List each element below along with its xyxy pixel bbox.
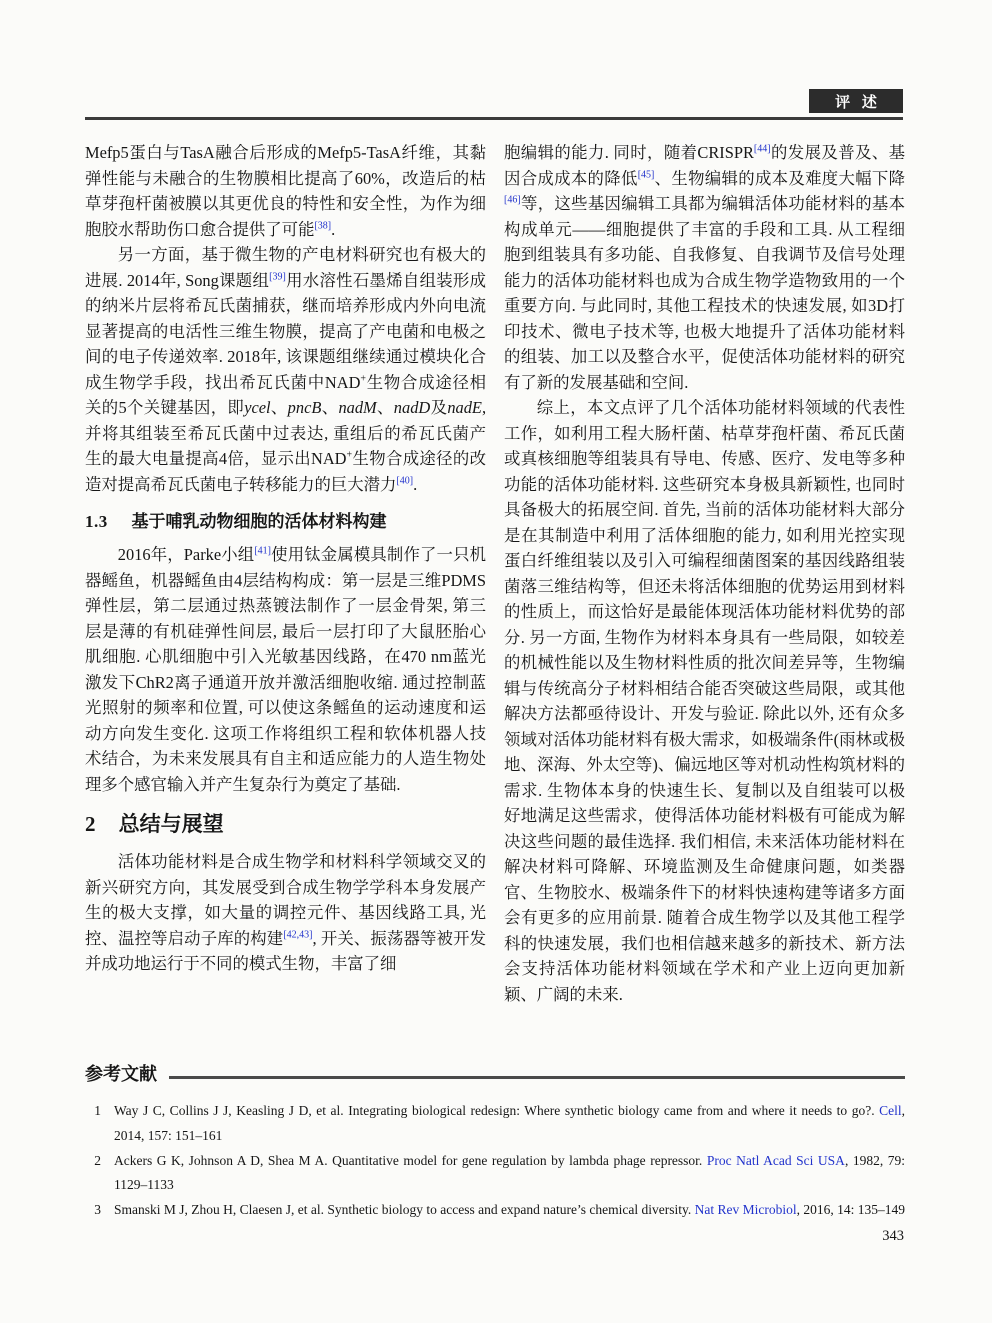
citation-ref-link[interactable]: [41]: [254, 545, 272, 557]
citation-ref-link[interactable]: [42,43]: [283, 929, 313, 941]
text-run: 综上，本文点评了几个活体功能材料领域的代表性工作，如利用工程大肠杆菌、枯草芽孢杆菌、希瓦氏菌或真核细胞等组装具有导电、传感、医疗、发电等多种功能的活体功能材料. 这些研究本身极具新颖性, 也同时具备极大的拓展空间. 首先, 当前的活体功能材料大部分是在其制造中利用了活体细胞的能力, 如利用光控实现蛋白纤维组装以及引入可编程细菌图案的基因线路组装菌落三维结构等，但还未将活体细胞的优势运用到材料的性质上，而这恰好是最能体现活体功能材料优势的部分. 另一方面, 生物作为材料本身具有一些局限，如较差的机械性能以及生物材料性质的批次间差异等，生物编辑与传统高分子材料相结合能否突破这些局限，或其他解决方法都亟待设计、开发与验证. 除此以外, 还有众多领域对活体功能材料有极大需求，如极端条件(雨林或极地、深海、外太空等)、偏远地区等对机动性构筑材料的需求. 生物体本身的快速生长、复制以及自组装可以极好地满足这些需求，使得活体功能材料极有可能成为解决这些问题的最佳选择. 我们相信, 未来活体功能材料在解决材料可降解、环境监测及生命健康问题，如类器官、生物胶水、极端条件下的材料快速构建等诸多方面会有更多的应用前景. 随着合成生物学以及其他工程学科的快速发展，我们也相信越来越多的新技术、新方法会支持活体功能材料领域在学术和产业上迈向更加新颖、广阔的未来.: [504, 398, 905, 1004]
reference-item: [85, 1149, 905, 1199]
paragraph: [85, 242, 486, 497]
article-body: [85, 140, 905, 1007]
text-run: 、: [270, 398, 288, 417]
reference-number: 1: [94, 1103, 101, 1118]
gene-name: ycel: [244, 398, 271, 417]
reference-number: 3: [94, 1202, 101, 1218]
text-run: 使用钛金属模具制作了一只机器鳐鱼，机器鳐鱼由4层结构构成：第一层是三维PDMS弹性层，第二层通过热蒸镀法制作了一层金骨架, 第三层是薄的有机硅弹性间层, 最后一层打印了大鼠胚胎心肌细胞. 心肌细胞中引入光敏基因线路，在470 nm蓝光激发下ChR2离子通道开放并激活细胞收缩. 通过控制蓝光照射的频率和位置, 可以使这条鳐鱼的运动速度和运动方向发生变化. 这项工作将组织工程和软体机器人技术结合，为未来发展具有自主和适应能力的人造生物处理多个感官输入并产生复杂行为奠定了基础.: [85, 545, 486, 794]
text-run: 2016年，Parke小组: [117, 545, 255, 564]
heading-number: 2: [85, 812, 96, 836]
gene-name: pncB: [287, 398, 322, 417]
text-run: Ackers G K, Johnson A D, Shea M A. Quantitative model for gene regulation by lambda phage repressor.: [114, 1152, 707, 1168]
text-run: 另一方面，基于微生物的产电材料研究也有极大的进展. 2014年, Song课题组: [85, 245, 486, 290]
reference-text: [114, 1198, 905, 1223]
text-run: , 1982, 79: 1129–1133: [114, 1152, 905, 1193]
section-heading: [85, 809, 486, 839]
text-run: Smanski M J, Zhou H, Claesen J, et al. Synthetic biology to access and expand nature’s chemical diversity.: [114, 1202, 695, 1218]
paragraph: [85, 849, 486, 977]
subsection-heading: [85, 510, 486, 534]
text-run: Way J C, Collins J J, Keasling J D, et al. Integrating biological redesign: Where synthetic biology came from and where it needs to go?.: [114, 1103, 880, 1118]
citation-ref-link[interactable]: [40]: [396, 475, 414, 487]
heading-title: 总结与展望: [118, 812, 224, 836]
heading-title: 基于哺乳动物细胞的活体材料构建: [131, 512, 387, 531]
reference-text: [114, 1149, 905, 1199]
text-run: 等，这些基因编辑工具都为编辑活体功能材料的基本构成单元——细胞提供了丰富的手段和工具. 从工程细胞到组装具有多功能、自我修复、自我调节及信号处理能力的活体功能材料也成为合成生物学造物致用的一个重要方向. 与此同时, 其他工程技术的快速发展, 如3D打印技术、微电子技术等, 也极大地提升了活体功能材料的组装、加工以及整合水平，促使活体功能材料的研究有了新的发展基础和空间.: [504, 194, 905, 392]
text-run: 、生物编辑的成本及难度大幅下降: [654, 168, 906, 188]
references-header: [85, 1060, 905, 1086]
text-run: .: [331, 219, 336, 239]
right-column: [504, 140, 905, 1007]
superscript: +: [360, 373, 367, 385]
paragraph: [504, 140, 905, 395]
reference-item: [85, 1198, 905, 1223]
text-run: , 2016, 14: 135–149: [796, 1202, 906, 1218]
paragraph: [85, 140, 486, 242]
text-run: 活体功能材料是合成生物学和材料科学领域交叉的新兴研究方向，其发展受到合成生物学学科本身发展产生的极大支撑，如大量的调控元件、基因线路工具, 光控、温控等启动子库的构建: [85, 852, 486, 948]
text-run: 、: [321, 398, 339, 417]
gene-name: nadE: [447, 398, 482, 417]
review-category-badge: 评 述: [809, 89, 903, 113]
gene-name: nadD: [393, 398, 431, 417]
text-run: .: [413, 474, 418, 494]
text-run: 生物合成途径的改造对提高希瓦氏菌电子转移能力的巨大潜力: [85, 449, 487, 494]
citation-ref-link[interactable]: [38]: [314, 220, 332, 232]
reference-item: [85, 1099, 905, 1149]
header-rule: [85, 117, 903, 120]
journal-link[interactable]: Nat Rev Microbiol: [694, 1202, 797, 1218]
references-heading: 参考文献: [85, 1064, 157, 1084]
heading-number: 1.3: [85, 512, 108, 531]
text-run: , 开关、振荡器等被开发并成功地运行于不同的模式生物，丰富了细: [85, 928, 486, 973]
text-run: 、: [376, 398, 394, 417]
reference-list: [85, 1099, 905, 1223]
superscript: +: [346, 449, 353, 461]
text-run: 生物合成途径相关的5个关键基因，即: [85, 372, 486, 417]
text-run: , 并将其组装至希瓦氏菌中过表达, 重组后的希瓦氏菌产生的最大电量提高4倍，显示出NAD: [85, 398, 487, 468]
text-run: 用水溶性石墨烯自组装形成的纳米片层将希瓦氏菌捕获，继而培养形成内外向电流显著提高的电活性三维生物膜，提高了产电菌和电极之间的电子传递效率. 2018年, 该课题组继续通过模块化合成生物学手段，找出希瓦氏菌中NAD: [85, 270, 487, 392]
references-rule: [169, 1076, 905, 1079]
paragraph: [504, 395, 905, 1007]
paragraph: [85, 542, 486, 797]
page-number: 343: [882, 1228, 904, 1244]
text-run: , 2014, 157: 151–161: [114, 1103, 905, 1143]
journal-link[interactable]: Cell: [879, 1103, 902, 1118]
citation-ref-link[interactable]: [45]: [637, 169, 655, 181]
journal-link[interactable]: Proc Natl Acad Sci USA: [706, 1152, 845, 1168]
references-section: [85, 1060, 905, 1223]
citation-ref-link[interactable]: [46]: [504, 194, 521, 206]
left-column: [85, 140, 486, 1007]
text-run: 及: [430, 398, 448, 417]
reference-number: 2: [94, 1152, 101, 1168]
reference-text: [114, 1099, 905, 1149]
text-run: Mefp5蛋白与TasA融合后形成的Mefp5-TasA纤维，其黏弹性能与未融合的生物膜相比提高了60%，改造后的枯草芽孢杆菌被膜以其更优良的特性和安全性，为作为细胞胶水帮助伤口愈合提供了可能: [85, 143, 486, 239]
text-run: 的发展及普及、基因合成成本的降低: [504, 143, 906, 188]
citation-ref-link[interactable]: [39]: [269, 271, 286, 283]
text-run: 胞编辑的能力. 同时，随着CRISPR: [504, 143, 754, 162]
citation-ref-link[interactable]: [44]: [753, 143, 771, 155]
gene-name: nadM: [338, 398, 377, 417]
